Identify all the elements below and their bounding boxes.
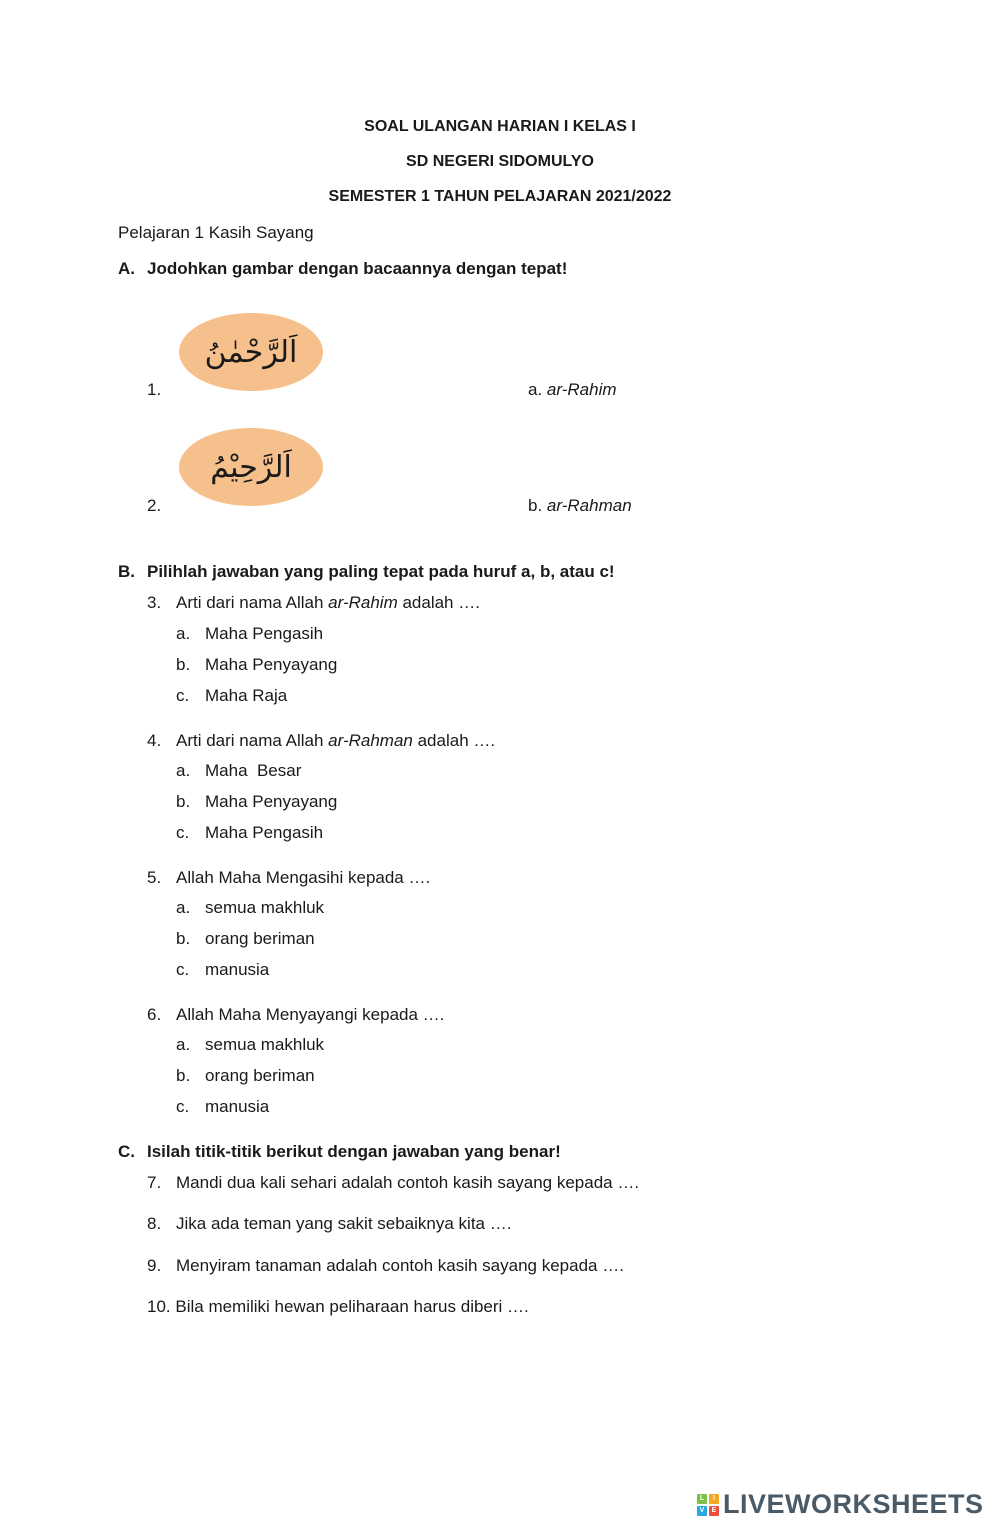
answer-letter: a.: [528, 380, 543, 399]
option-letter: b.: [176, 792, 191, 811]
option-letter: a.: [176, 1035, 191, 1054]
question-number: 4.: [147, 731, 162, 750]
question-text: Bila memiliki hewan peliharaan harus diberi ….: [175, 1297, 529, 1316]
option-letter: c.: [176, 823, 190, 842]
q3-option-b[interactable]: [176, 655, 337, 675]
q4-option-a[interactable]: [176, 761, 301, 781]
option-text: Maha Pengasih: [205, 624, 324, 643]
option-letter: a.: [176, 624, 191, 643]
question-8[interactable]: [147, 1214, 511, 1234]
logo-text: LIVEWORKSHEETS: [723, 1489, 984, 1519]
question-number: 7.: [147, 1173, 162, 1192]
answer-text: ar-Rahman: [546, 496, 632, 515]
option-text: Maha Raja: [205, 686, 288, 705]
question-number: 5.: [147, 868, 162, 887]
question-5: [147, 868, 430, 888]
question-text: Allah Maha Mengasihi kepada ….: [176, 868, 431, 887]
question-text-end: adalah ….: [412, 731, 496, 750]
option-letter: c.: [176, 1097, 190, 1116]
option-letter: a.: [176, 761, 191, 780]
question-6: [147, 1005, 444, 1025]
section-c-title: Isilah titik-titik berikut dengan jawaban yang benar!: [147, 1142, 561, 1161]
q3-option-a[interactable]: [176, 624, 323, 644]
question-4: [147, 731, 495, 751]
section-c-heading: [118, 1142, 561, 1162]
match-answer-a[interactable]: [528, 380, 617, 400]
question-italic: ar-Rahim: [328, 593, 398, 612]
logo-square-orange: I: [709, 1494, 719, 1504]
question-italic: ar-Rahman: [328, 731, 413, 750]
question-number: 8.: [147, 1214, 162, 1233]
logo-square-blue: V: [697, 1506, 707, 1516]
lesson-title: Pelajaran 1 Kasih Sayang: [118, 223, 314, 242]
logo-square-green: L: [697, 1494, 707, 1504]
document-title: SOAL ULANGAN HARIAN I KELAS I: [364, 118, 636, 135]
section-a-title: Jodohkan gambar dengan bacaannya dengan tepat!: [147, 259, 568, 278]
option-text: orang beriman: [205, 929, 315, 948]
q6-option-a[interactable]: [176, 1035, 324, 1055]
arabic-text: اَلرَّحْمٰنُ: [204, 334, 298, 370]
liveworksheets-logo-icon: [697, 1494, 719, 1516]
section-c-letter: C.: [118, 1142, 135, 1161]
match-item-2-number: 2.: [147, 496, 162, 515]
option-text: Maha Pengasih: [205, 823, 324, 842]
option-letter: a.: [176, 898, 191, 917]
question-number: 6.: [147, 1005, 162, 1024]
option-letter: b.: [176, 929, 191, 948]
answer-letter: b.: [528, 496, 543, 515]
question-text: Arti dari nama Allah: [176, 731, 329, 750]
option-letter: b.: [176, 655, 191, 674]
section-a-heading: [118, 259, 567, 279]
section-b-letter: B.: [118, 562, 135, 581]
ar-rahman-arabic-image[interactable]: [179, 313, 323, 391]
q6-option-c[interactable]: [176, 1097, 269, 1117]
question-text: Mandi dua kali sehari adalah contoh kasih sayang kepada ….: [176, 1173, 640, 1192]
question-9[interactable]: [147, 1256, 624, 1276]
semester-line: SEMESTER 1 TAHUN PELAJARAN 2021/2022: [328, 188, 672, 205]
q5-option-b[interactable]: [176, 929, 315, 949]
q6-option-b[interactable]: [176, 1066, 315, 1086]
option-letter: c.: [176, 960, 190, 979]
q5-option-a[interactable]: [176, 898, 324, 918]
option-text: semua makhluk: [205, 1035, 325, 1054]
option-text: Maha Penyayang: [205, 792, 338, 811]
school-name: SD NEGERI SIDOMULYO: [406, 153, 594, 170]
option-text: manusia: [205, 1097, 270, 1116]
section-b-heading: [118, 562, 615, 582]
question-number: 9.: [147, 1256, 162, 1275]
q4-option-c[interactable]: [176, 823, 323, 843]
question-text: Menyiram tanaman adalah contoh kasih sayang kepada ….: [176, 1256, 624, 1275]
question-text: Arti dari nama Allah: [176, 593, 329, 612]
q5-option-c[interactable]: [176, 960, 269, 980]
option-text: Maha Besar: [205, 761, 302, 780]
match-item-1-number: 1.: [147, 380, 162, 399]
option-text: Maha Penyayang: [205, 655, 338, 674]
question-7[interactable]: [147, 1173, 639, 1193]
question-number: 3.: [147, 593, 162, 612]
liveworksheets-logo: [697, 1489, 984, 1520]
option-letter: c.: [176, 686, 190, 705]
question-3: [147, 593, 480, 613]
q4-option-b[interactable]: [176, 792, 337, 812]
question-text: Jika ada teman yang sakit sebaiknya kita ….: [176, 1214, 512, 1233]
logo-square-red: E: [709, 1506, 719, 1516]
option-text: semua makhluk: [205, 898, 325, 917]
section-b-title: Pilihlah jawaban yang paling tepat pada huruf a, b, atau c!: [147, 562, 615, 581]
answer-text: ar-Rahim: [546, 380, 617, 399]
question-number: 10.: [147, 1297, 171, 1316]
option-text: manusia: [205, 960, 270, 979]
question-text-end: adalah ….: [397, 593, 480, 612]
arabic-text: اَلرَّحِيْمُ: [210, 449, 292, 485]
ar-rahim-arabic-image[interactable]: [179, 428, 323, 506]
option-text: orang beriman: [205, 1066, 315, 1085]
question-10[interactable]: [147, 1297, 529, 1317]
q3-option-c[interactable]: [176, 686, 287, 706]
option-letter: b.: [176, 1066, 191, 1085]
match-answer-b[interactable]: [528, 496, 632, 516]
section-a-letter: A.: [118, 259, 135, 278]
question-text: Allah Maha Menyayangi kepada ….: [176, 1005, 445, 1024]
